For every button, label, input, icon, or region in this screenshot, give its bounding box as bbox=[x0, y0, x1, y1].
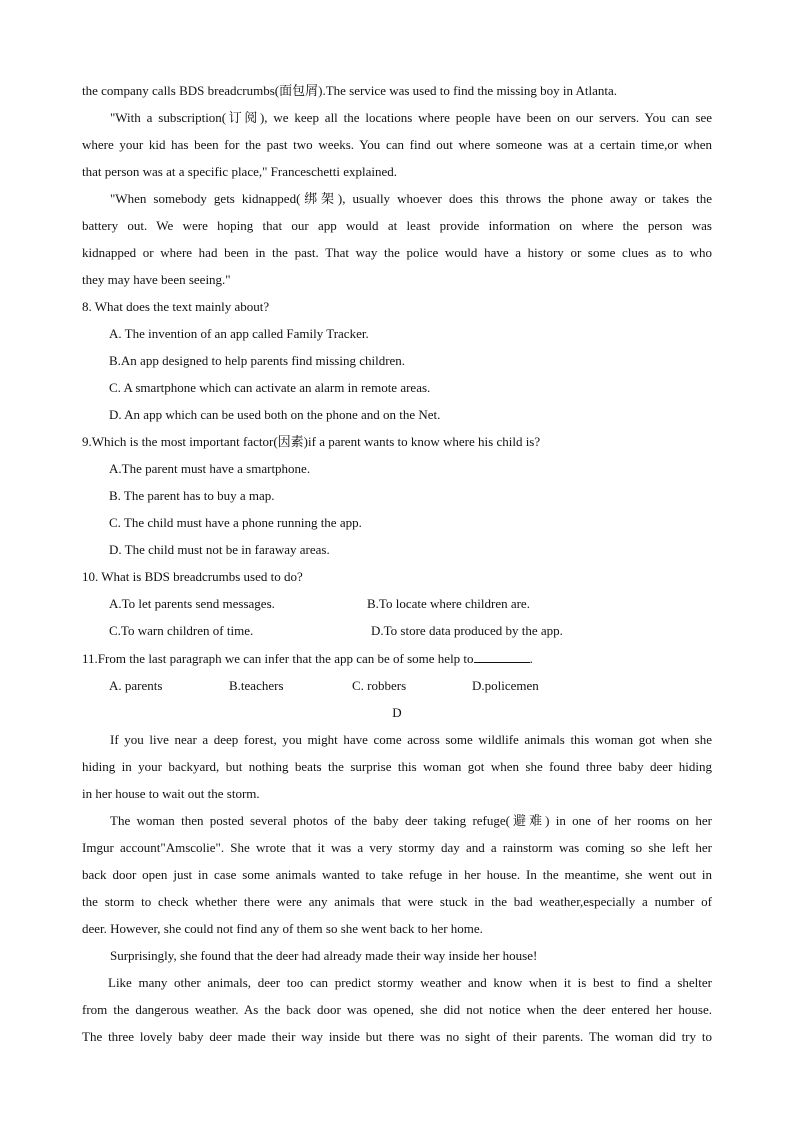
question-11-options-row bbox=[109, 672, 739, 699]
passage-d-line: the storm to check whether there were any animals that were stuck in the bad weather,especially a number of bbox=[82, 894, 712, 909]
question-11-option-c: C. robbers bbox=[352, 678, 407, 693]
question-8-option-c: C. A smartphone which can activate an alarm in remote areas. bbox=[109, 380, 431, 395]
question-10-option-row-1 bbox=[109, 590, 739, 617]
passage-c-line: they may have been seeing." bbox=[82, 272, 231, 287]
question-11-stem bbox=[82, 645, 712, 672]
answer-blank bbox=[474, 652, 530, 663]
passage-d-line: Imgur account"Amscolie". She wrote that it was a very stormy day and a rainstorm was coming so she left her bbox=[82, 840, 712, 855]
question-10-option-a: A.To let parents send messages. bbox=[109, 596, 275, 611]
question-11-option-d: D.policemen bbox=[472, 678, 539, 693]
question-8-option-a: A. The invention of an app called Family Tracker. bbox=[109, 326, 369, 341]
passage-d-line: If you live near a deep forest, you might have come across some wildlife animals this woman got when she bbox=[110, 732, 712, 747]
passage-c-line: kidnapped or where had been in the past. That way the police would have a history or some clues as to who bbox=[82, 245, 712, 260]
passage-d-line: in her house to wait out the storm. bbox=[82, 786, 260, 801]
question-10-option-b: B.To locate where children are. bbox=[367, 596, 530, 611]
question-11-stem-text: 11.From the last paragraph we can infer that the app can be of some help to bbox=[82, 651, 474, 666]
question-9-option-c: C. The child must have a phone running the app. bbox=[109, 515, 362, 530]
question-10-option-row-2 bbox=[109, 617, 739, 644]
passage-d-line: back door open just in case some animals wanted to take refuge in her house. In the meantime, she went out in bbox=[82, 867, 712, 882]
question-8-option-d: D. An app which can be used both on the phone and on the Net. bbox=[109, 407, 441, 422]
passage-c-line: battery out. We were hoping that our app would at least provide information on where the person was bbox=[82, 218, 712, 233]
passage-d-line: Like many other animals, deer too can predict stormy weather and know when it is best to find a shelter bbox=[108, 975, 712, 990]
passage-c-line: that person was at a specific place," Franceschetti explained. bbox=[82, 164, 398, 179]
question-10-stem: 10. What is BDS breadcrumbs used to do? bbox=[82, 569, 303, 584]
passage-c-line: the company calls BDS breadcrumbs(面包屑).The service was used to find the missing boy in Atlanta. bbox=[82, 83, 618, 98]
question-8-option-b: B.An app designed to help parents find missing children. bbox=[109, 353, 406, 368]
question-9-option-a: A.The parent must have a smartphone. bbox=[109, 461, 311, 476]
question-9-stem: 9.Which is the most important factor(因素)if a parent wants to know where his child is? bbox=[82, 434, 541, 449]
passage-d-heading: D bbox=[392, 705, 402, 720]
question-11-option-a: A. parents bbox=[109, 678, 163, 693]
question-9-option-d: D. The child must not be in faraway areas. bbox=[109, 542, 330, 557]
passage-d-line: deer. However, she could not find any of them so she went back to her home. bbox=[82, 921, 483, 936]
passage-d-line: Surprisingly, she found that the deer had already made their way inside her house! bbox=[110, 948, 538, 963]
passage-c-line: where your kid has been for the past two weeks. You can find out where someone was at a certain time,or when bbox=[82, 137, 712, 152]
passage-d-line: hiding in your backyard, but nothing beats the surprise this woman got when she found three baby deer hiding bbox=[82, 759, 712, 774]
passage-d-line: from the dangerous weather. As the back door was opened, she did not notice when the deer entered her house. bbox=[82, 1002, 712, 1017]
passage-d-line: The woman then posted several photos of the baby deer taking refuge(避难) in one of her rooms on her bbox=[110, 813, 712, 828]
question-9-option-b: B. The parent has to buy a map. bbox=[109, 488, 275, 503]
question-10-option-c: C.To warn children of time. bbox=[109, 623, 254, 638]
passage-c-line: "With a subscription(订阅), we keep all the locations where people have been on our servers. You can see bbox=[110, 110, 712, 125]
question-11-stem-end: . bbox=[529, 651, 533, 666]
passage-c-line: "When somebody gets kidnapped(绑架), usually whoever does this throws the phone away or takes the bbox=[110, 191, 712, 206]
passage-d-line: The three lovely baby deer made their way inside but there was no sight of their parents. The woman did try to bbox=[82, 1029, 712, 1044]
question-10-option-d: D.To store data produced by the app. bbox=[371, 623, 563, 638]
question-8-stem: 8. What does the text mainly about? bbox=[82, 299, 270, 314]
question-11-option-b: B.teachers bbox=[229, 678, 284, 693]
